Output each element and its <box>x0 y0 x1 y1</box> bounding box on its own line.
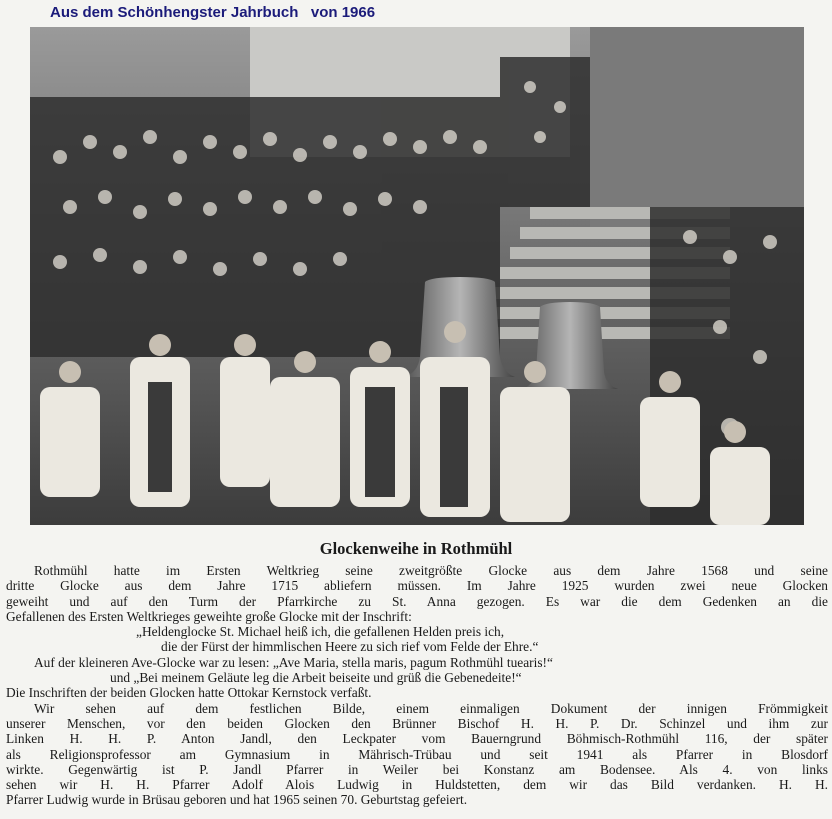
inscription-line: „Heldenglocke St. Michael heiß ich, die gefallenen Helden preis ich, <box>136 624 505 640</box>
body-line: Auf der kleineren Ave-Glocke war zu lesen: „Ave Maria, stella maris, pagum Rothmühl tuearis!“ <box>34 654 553 670</box>
body-line: Gefallenen des Ersten Weltkrieges geweihte große Glocke mit der Inschrift: <box>6 608 412 624</box>
photograph-icon <box>30 27 804 525</box>
body-line: dritte Glocke aus dem Jahre 1715 abliefern müssen. Im Jahre 1925 wurden zwei neue Glocken <box>6 578 828 594</box>
body-line: Pfarrer Ludwig wurde in Brüsau geboren und hat 1965 seinen 70. Geburtstag gefeiert. <box>6 792 468 808</box>
body-line: sehen wir H. H. Pfarrer Adolf Alois Ludwig in Huldstetten, dem wir das Bild verdanken. H. H. <box>6 777 828 793</box>
inscription-line: und „Bei meinem Geläute leg die Arbeit beiseite und grüß die Gebenedeite!“ <box>110 670 522 686</box>
ceremony-photo <box>30 27 804 525</box>
article-body <box>6 563 828 808</box>
inscription-line: die der Fürst der himmlischen Heere zu sich rief vom Felde der Ehre.“ <box>161 639 539 655</box>
body-line: Wir sehen auf dem festlichen Bilde, einem einmaligen Dokument der innigen Frömmigkeit <box>34 700 828 716</box>
body-line: unserer Menschen, vor den beiden Glocken den Brünner Bischof H. H. P. Dr. Schinzel und ihm zur <box>6 715 828 731</box>
body-line: als Religionsprofessor am Gymnasium in Mährisch-Trübau und seit 1941 als Pfarrer in Blosdorf <box>6 746 828 762</box>
body-line: wirkte. Gegenwärtig ist P. Jandl Pfarrer in Weiler bei Konstanz am Bodensee. Als 4. von links <box>6 761 828 777</box>
article-title: Glockenweihe in Rothmühl <box>319 539 513 558</box>
body-line: Die Inschriften der beiden Glocken hatte Ottokar Kernstock verfaßt. <box>6 685 372 701</box>
body-line: geweiht und auf den Turm der Pfarrkirche zu St. Anna gezogen. Es war die dem Gedenken an die <box>6 593 828 609</box>
source-header: Aus dem Schönhengster Jahrbuch von 1966 <box>50 4 376 21</box>
body-line: Linken H. H. P. Anton Jandl, den Leckpater vom Bauerngrund Böhmisch-Rothmühl 116, der später <box>6 731 828 747</box>
body-line: Rothmühl hatte im Ersten Weltkrieg seine zweitgrößte Glocke aus dem Jahre 1568 und seine <box>34 563 828 578</box>
